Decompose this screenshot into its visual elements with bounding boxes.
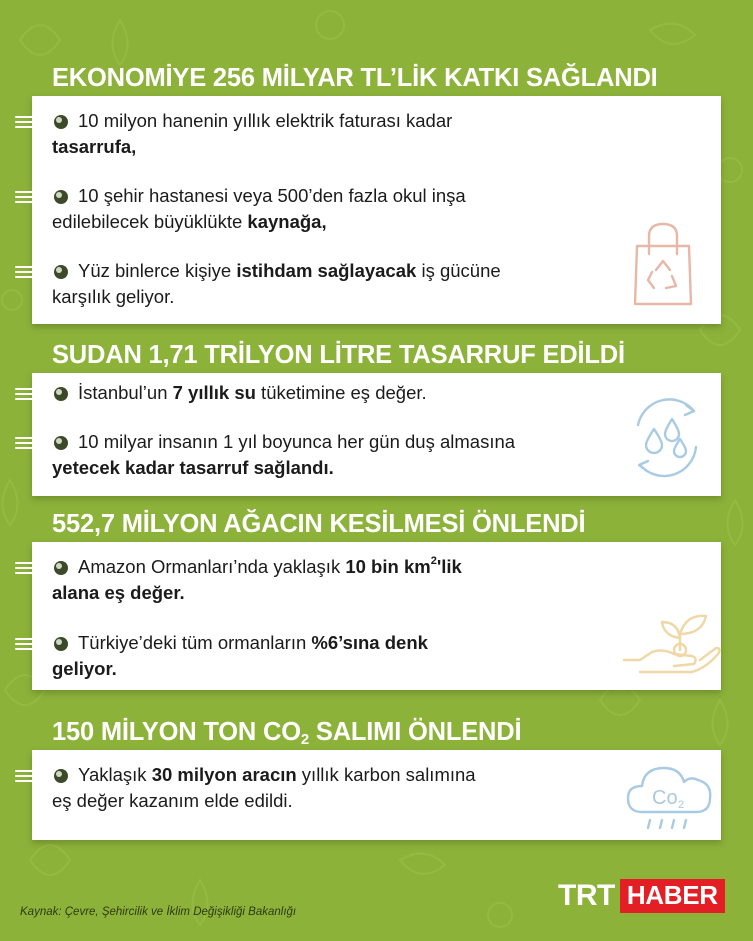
co2-icon-sub: 2 xyxy=(678,799,685,811)
section-title-water: SUDAN 1,71 TRİLYON LİTRE TASARRUF EDİLDİ xyxy=(52,341,625,369)
co2-cloud-icon xyxy=(624,758,716,834)
trt-haber-logo xyxy=(558,879,725,913)
list-item: 10 milyon hanenin yıllık elektrik faturası kadar tasarrufa, xyxy=(52,110,453,157)
list-item: 10 şehir hastanesi veya 500’den fazla okul inşa edilebilecek büyüklükte kaynağa, xyxy=(52,185,466,232)
list-item: Yaklaşık 30 milyon aracın yıllık karbon salımına eş değer kazanım elde edildi. xyxy=(52,764,476,811)
section-title-economy: EKONOMİYE 256 MİLYAR TL’LİK KATKI SAĞLANDI xyxy=(52,64,658,92)
list-item: Türkiye’deki tüm ormanların %6’sına denk geliyor. xyxy=(52,632,428,679)
section-title-trees: 552,7 MİLYON AĞACIN KESİLMESİ ÖNLENDİ xyxy=(52,510,586,538)
logo-haber-text: HABER xyxy=(620,879,725,913)
list-item: İstanbul’un 7 yıllık su tüketimine eş değer. xyxy=(78,382,427,403)
logo-trt-text: TRT xyxy=(558,879,615,912)
section-title-co2: 150 MİLYON TON $CO_2$ SALIMI ÖNLENDİ xyxy=(52,718,522,748)
hand-sprout-icon xyxy=(622,610,722,680)
list-item: Yüz binlerce kişiye istihdam sağlayacak iş gücüne karşılık geliyor. xyxy=(52,260,501,307)
water-drops-cycle-icon xyxy=(624,395,708,479)
source-caption: Kaynak: Çevre, Şehircilik ve İklim Değişikliği Bakanlığı xyxy=(20,906,297,918)
shopping-bag-recycle-icon xyxy=(629,220,697,308)
list-item: Amazon Ormanları’nda yaklaşık 10 bin $km^2'lik$ alana eş değer. xyxy=(52,555,462,603)
list-item: 10 milyar insanın 1 yıl boyunca her gün duş almasına yetecek kadar tasarruf sağlandı. xyxy=(52,431,516,478)
co2-icon-label: Co xyxy=(652,787,678,809)
